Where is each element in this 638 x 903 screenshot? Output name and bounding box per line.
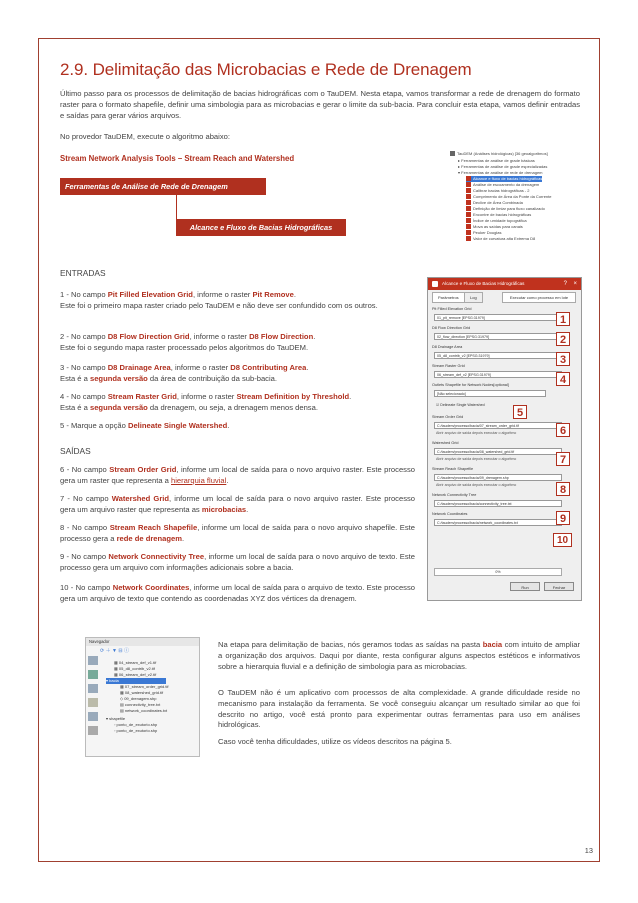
step-badge-2: 2 — [556, 332, 570, 346]
drainage-area-select[interactable]: 05_d8_contrib_v2 [EPSG:31979] — [434, 352, 562, 359]
field-label: Stream Reach Shapefile — [432, 467, 474, 471]
algorithm-icon — [466, 182, 471, 187]
browser-row-selected[interactable]: ▾ bacia — [106, 678, 166, 684]
layer-icon[interactable] — [88, 670, 98, 679]
progress-bar: 0% — [434, 568, 562, 576]
layer-icon[interactable] — [88, 726, 98, 735]
stream-raster-select[interactable]: 06_stream_def_v2 [EPSG:31979] — [434, 371, 562, 378]
field-label: D8 Drainage Area — [432, 345, 463, 349]
browser-row[interactable]: ▦ 06_stream_def_v2.tif — [114, 672, 157, 677]
step-badge-10: 10 — [553, 533, 572, 547]
intro-paragraph: Último passo para os processos de delimitação de bacias hidrográficas com o TauDEM. Nesta etapa, vamos transformar a rede de drenagem do formato raster para o formato shapefile, definir uma simbologia para as microbacias e gerar o limite da sub-bacia. Para concluir esta etapa, vamos definir entradas e saídas para gerar vários arquivos. — [60, 89, 580, 120]
layer-toolbar — [88, 656, 98, 751]
open-after-checkbox[interactable]: Abrir arquivo de saída depois executar o algoritmo — [436, 457, 517, 461]
taudem-tree-screenshot — [450, 151, 580, 263]
tab-log[interactable]: Log — [464, 292, 483, 303]
layer-icon[interactable] — [88, 698, 98, 707]
closing-paragraph-2: O TauDEM não é um aplicativo com processos de alta complexidade. A grande dificuldade reside no mecanismo para instalação da ferramenta. Se você conseguiu alcançar um resultado similar ao que foi descrito no artigo, você está pronto para experimentar outras ferramentas para uso em análises hidrológicas. — [218, 688, 580, 730]
tree-row[interactable]: Encontre de bacias hidrográficas — [466, 212, 531, 218]
field-label: Pit Filled Elevation Grid — [432, 307, 472, 311]
inputs-heading: ENTRADAS — [60, 268, 106, 278]
step-badge-3: 3 — [556, 352, 570, 366]
step-badge-8: 8 — [556, 482, 570, 496]
tree-row[interactable]: Valor de curvatura alta Extrema D8 — [466, 236, 535, 242]
connectivity-tree-output[interactable]: C:/taudem/processo/bacia/connectivity_tree.txt — [434, 500, 562, 507]
browser-row[interactable]: ▦ 05_d8_contrib_v2.tif — [114, 666, 155, 671]
tree-row[interactable]: ▸ Ferramentas de análise de grade básicas — [458, 158, 535, 163]
field-label: Network Coordinates — [432, 512, 468, 516]
step-badge-9: 9 — [556, 511, 570, 525]
browser-row[interactable]: ▾ shapefile — [106, 716, 126, 721]
output-item-6: 6 - No campo Stream Order Grid, informe um local de saída para o novo arquivo raster. Este processo gera um raster que representa a hierarquia fluvial. — [60, 465, 415, 485]
tree-row[interactable]: TauDEM (Análises hidrológicas) [36 geoalgoritmos] — [450, 151, 548, 157]
tree-row[interactable]: Calibrar bacias hidrográficas - 2 — [466, 188, 529, 194]
run-button[interactable]: Run — [510, 582, 540, 591]
field-label: Stream Order Grid — [432, 415, 464, 419]
browser-row[interactable]: ◦ ponto_de_exutorio.shp — [114, 722, 158, 727]
pit-filled-select[interactable]: 01_pit_remove [EPSG:31979] — [434, 314, 562, 321]
network-coordinates-output[interactable]: C:/taudem/processo/bacia/network_coordinates.txt — [434, 519, 562, 526]
flow-direction-select[interactable]: 02_flow_direction [EPSG:31979] — [434, 333, 562, 340]
algorithm-icon — [466, 188, 471, 193]
qgis-browser-screenshot — [85, 637, 200, 757]
input-item-2: 2 - No campo D8 Flow Direction Grid, informe o raster D8 Flow Direction. Este foi o segundo mapa raster processado pelos algoritmos do TauDEM. — [60, 332, 316, 352]
output-item-8: 8 - No campo Stream Reach Shapefile, informe um local de saída para o novo arquivo shapefile. Este processo gera a rede de drenagem. — [60, 523, 415, 543]
browser-row[interactable]: ◇ 09_drenagem.shp — [120, 696, 157, 701]
filter-icon[interactable]: ▼ — [112, 648, 117, 654]
provider-line: No provedor TauDEM, execute o algoritmo abaixo: — [60, 132, 230, 141]
field-label: Outlets Shapefile for Network Nodes[optional] — [432, 383, 509, 387]
field-label: D8 Flow Direction Grid — [432, 326, 471, 330]
step-badge-5: 5 — [513, 405, 527, 419]
browser-toolbar — [100, 647, 129, 654]
stream-order-output[interactable]: C:/taudem/processo/bacia/07_stream_order_grid.tif — [434, 422, 562, 429]
outputs-heading: SAÍDAS — [60, 446, 91, 456]
tree-row[interactable]: ▸ Ferramentas de análise de grade especializadas — [458, 164, 548, 169]
algorithm-icon — [466, 218, 471, 223]
input-item-4: 4 - No campo Stream Raster Grid, informe o raster Stream Definition by Threshold. Esta é a segunda versão da drenagem, ou seja, a drenagem menos densa. — [60, 392, 352, 412]
stream-reach-output[interactable]: C:/taudem/processo/bacia/09_drenagem.shp — [434, 474, 562, 481]
browser-header: Navegador — [86, 638, 199, 646]
browser-row[interactable]: ◦ ponto_de_exutorio.shp — [114, 728, 158, 733]
field-label: Stream Raster Grid — [432, 364, 465, 368]
tree-row[interactable]: Declive de Área Combinada — [466, 200, 523, 206]
layer-icon[interactable] — [88, 712, 98, 721]
layer-icon[interactable] — [88, 684, 98, 693]
output-item-9: 9 - No campo Network Connectivity Tree, informe um local de saída para o novo arquivo de texto. Este processo gera um arquivo com informações adicionais sobre a bacia. — [60, 552, 415, 572]
algorithm-icon — [466, 236, 471, 241]
close-dialog-button[interactable]: Fechar — [544, 582, 574, 591]
open-after-checkbox[interactable]: Abrir arquivo de saída depois executar o algoritmo — [436, 431, 517, 435]
algorithm-icon — [466, 212, 471, 217]
browser-row[interactable]: ▤ connectivity_tree.txt — [120, 702, 161, 707]
label-reach-watershed: Alcance e Fluxo de Bacias Hidrográficas — [176, 219, 346, 236]
single-watershed-checkbox[interactable]: ☑ Delineate Single Watershed — [436, 403, 485, 407]
browser-row[interactable]: ▦ 08_watershed_grid.tif — [120, 690, 164, 695]
help-button[interactable]: ? — [563, 281, 567, 287]
info-icon[interactable]: ⓘ — [123, 648, 129, 654]
app-icon — [432, 281, 438, 287]
connector-line — [176, 195, 177, 219]
step-badge-1: 1 — [556, 312, 570, 326]
field-label: Watershed Grid — [432, 441, 459, 445]
input-item-5: 5 - Marque a opção Delineate Single Watershed. — [60, 421, 230, 430]
step-badge-6: 6 — [556, 423, 570, 437]
tree-row[interactable]: Mova as saídas para canais — [466, 224, 523, 230]
tree-row[interactable]: Comprimento de Área da Ponte da Corrente — [466, 194, 552, 200]
browser-row[interactable]: ▦ 04_stream_def_v1.tif — [114, 660, 157, 665]
tool-path: Stream Network Analysis Tools – Stream Reach and Watershed — [60, 154, 295, 163]
algorithm-icon — [466, 200, 471, 205]
page-number: 13 — [584, 846, 593, 855]
input-item-3: 3 - No campo D8 Drainage Area, informe o raster D8 Contributing Area. Esta é a segunda versão da área de contribuição da sub-bacia. — [60, 363, 309, 383]
field-label: Network Connectivity Tree — [432, 493, 477, 497]
tree-row[interactable]: ▾ Ferramentas de análise de rede de drenagem — [458, 170, 543, 175]
algorithm-icon — [466, 176, 471, 181]
dialog-titlebar: Alcance e Fluxo de Bacias Hidrográficas ? × — [428, 278, 581, 290]
algorithm-icon — [466, 194, 471, 199]
tree-row[interactable]: Definição de limiar para fluxo canalizado — [466, 206, 545, 212]
toolbox-icon — [450, 151, 455, 156]
tree-row-selected[interactable]: Alcance e fluxo de bacias hidrográficas — [466, 176, 542, 182]
label-network-tools: Ferramentas de Análise de Rede de Drenagem — [60, 178, 266, 195]
watershed-output[interactable]: C:/taudem/processo/bacia/08_watershed_grid.tif — [434, 448, 562, 455]
tree-row[interactable]: Análise de escoamento da drenagem — [466, 182, 539, 188]
tree-row[interactable]: Índice de umidade topográfica — [466, 218, 527, 224]
closing-paragraph-1: Na etapa para delimitação de bacias, nós geramos todas as saídas na pasta bacia com intuito de ampliar a organização dos arquivos. Daqui por diante, resta configurar alguns aspectos estéticos e informativos sobre a hierarquia fluvial e a definição de simbologia para as microbacias. — [218, 640, 580, 671]
close-icon[interactable]: × — [573, 281, 577, 287]
algorithm-icon — [466, 206, 471, 211]
page-title: 2.9. Delimitação das Microbacias e Rede de Drenagem — [60, 60, 472, 79]
refresh-icon[interactable]: ⟳ — [100, 648, 105, 654]
algorithm-icon — [466, 224, 471, 229]
output-item-7: 7 - No campo Watershed Grid, informe um local de saída para o novo arquivo raster. Este processo gera um arquivo raster que representa as microbacias. — [60, 494, 416, 514]
browser-row[interactable]: ▦ 07_stream_order_grid.tif — [120, 684, 169, 689]
collapse-icon[interactable]: ⊟ — [118, 648, 123, 654]
step-badge-4: 4 — [556, 372, 570, 386]
batch-process-button[interactable]: Executar como processo em lote — [502, 292, 576, 303]
algorithm-icon — [466, 230, 471, 235]
closing-paragraph-3: Caso você tenha dificuldades, utilize os vídeos descritos na página 5. — [218, 737, 452, 746]
step-badge-7: 7 — [556, 452, 570, 466]
tree-row[interactable]: Peuker Douglas — [466, 230, 501, 236]
output-item-10: 10 - No campo Network Coordinates, informe um local de saída para o arquivo de texto. Este processo gera um arquivo de texto que contendo as coordenadas XYZ dos vértices da drenagem. — [60, 583, 415, 603]
outlets-select[interactable]: [Não selecionado] — [434, 390, 546, 397]
open-after-checkbox[interactable]: Abrir arquivo de saída depois executar o algoritmo — [436, 483, 517, 487]
add-icon[interactable]: ＋ — [105, 648, 111, 654]
layer-icon[interactable] — [88, 656, 98, 665]
input-item-1: 1 - No campo Pit Filled Elevation Grid, informe o raster Pit Remove. Este foi o primeiro mapa raster criado pelo TauDEM e não deve ser confundido com os outros. — [60, 290, 378, 310]
browser-row[interactable]: ▤ network_coordinates.txt — [120, 708, 168, 713]
tab-parameters[interactable]: Parâmetros — [432, 292, 465, 303]
